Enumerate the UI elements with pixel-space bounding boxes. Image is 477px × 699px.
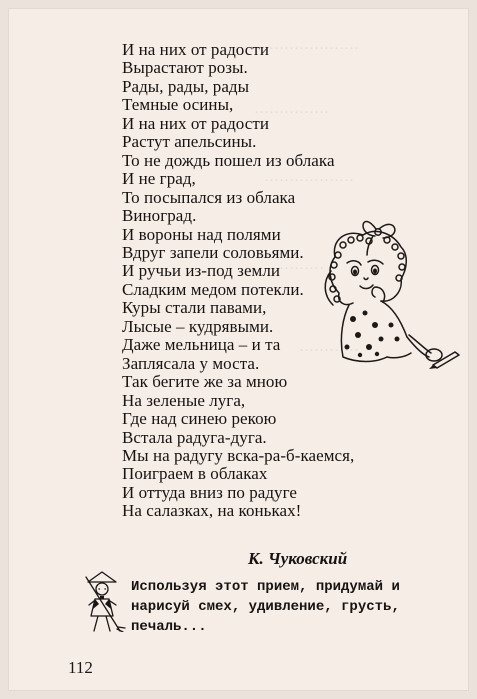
poem-line: На салазках, на коньках! (122, 501, 302, 521)
poem-line: Заплясала у моста. (122, 353, 260, 373)
instruction-line: Используя этот прием, придумай и (131, 579, 400, 595)
instruction-line: печаль... (131, 619, 207, 635)
poem-line: То посыпался из облака (122, 187, 296, 207)
boy-with-broom-icon (78, 571, 127, 632)
poem-line: Где над синею рекою (122, 409, 277, 429)
page-number: 112 (68, 658, 93, 677)
poem-line: То не дождь пошел из облака (122, 150, 335, 170)
poem-line: Растут апельсины. (122, 132, 257, 152)
poem-line: Встала радуга-дуга. (122, 427, 267, 447)
poem-line: Так бегите же за мною (122, 372, 288, 392)
poem-line: И не град, (122, 169, 196, 189)
poem-line: Вдруг запели соловьями. (122, 242, 304, 262)
poem-line: И на них от радости (122, 40, 269, 59)
poem-line: И на них от радости (122, 113, 269, 133)
poem-line: Поиграем в облаках (122, 464, 268, 484)
poem-line: Рады, рады, рады (122, 76, 250, 96)
girl-with-bow-illustration (313, 207, 461, 382)
poem-line: Темные осины, (122, 95, 234, 115)
poem-line: И вороны над полями (122, 224, 281, 244)
poem-author: К. Чуковский (248, 549, 348, 568)
poem-line: На зеленые луга, (122, 390, 246, 410)
poem-line: Даже мельница – и та (122, 335, 281, 355)
poem-line: И ручьи из-под земли (122, 261, 281, 281)
poem-line: Мы на радугу вска-ра-б-каемся, (122, 445, 355, 465)
poem-line: Виноград. (122, 206, 197, 226)
poem-line: Куры стали павами, (122, 298, 267, 318)
poem-line: И оттуда вниз по радуге (122, 482, 297, 502)
poem-line: Лысые – кудрявыми. (122, 316, 274, 336)
poem-line: Вырастают розы. (122, 58, 248, 78)
poem-line: Сладким медом потекли. (122, 279, 304, 299)
instruction-line: нарисуй смех, удивление, грусть, (131, 599, 400, 615)
book-page: ……………… …………… ……………… ……… ………… И на них от радости Вырастают розы. Рады, рады, рады Темные осины, И на них от радости Растут апельсины. То не дождь пошел из облака И не град, То посыпался из облака Виноград. И вороны над полями Вдруг запели соловьями. И ручьи из-под земли Сладким медом потекли. Куры стали павами, Лысые – кудрявыми. Даже мельница – и та Заплясала у моста. Так бегите же за мною На зеленые луга, Где над синею рекою Встала радуга-дуга. Мы на радугу вска-ра-б-каемся, Поиграем в облаках И оттуда вниз по радуге На салазках, на коньках! К. Чуковский Используя этот прием, придумай и нарисуй смех, удивление, грусть, печаль... 112 (8, 8, 469, 691)
drawing-instruction (131, 577, 461, 637)
